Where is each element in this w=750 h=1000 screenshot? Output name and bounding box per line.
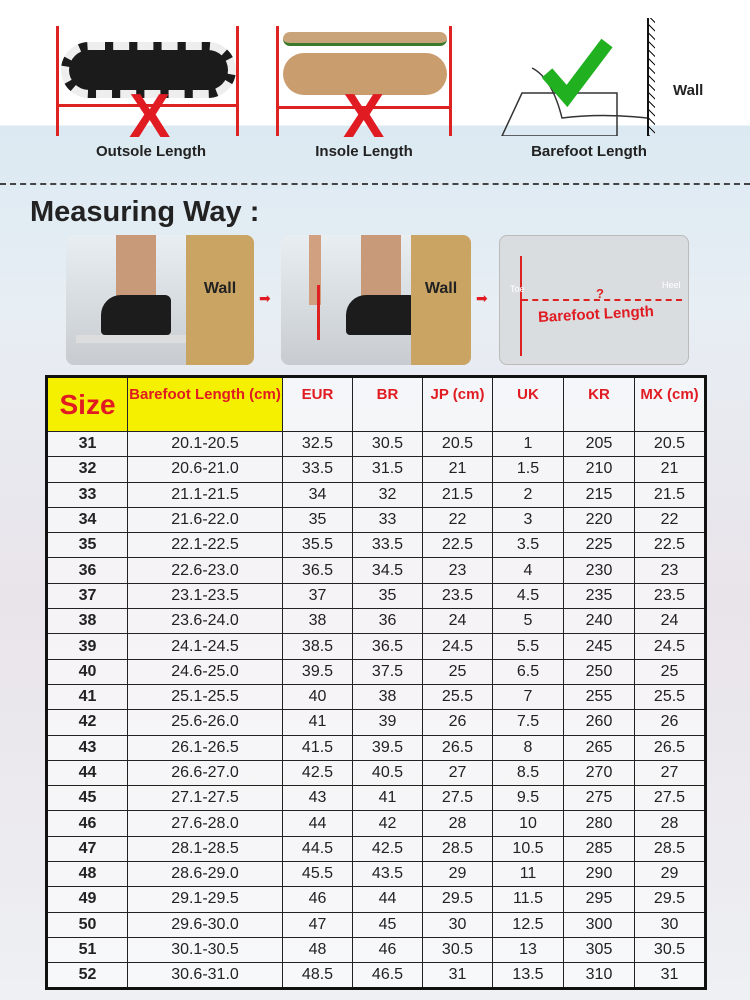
cell-barefoot-length: 29.6-30.0 — [128, 912, 283, 937]
cell-jp: 29.5 — [423, 887, 493, 912]
toe-label: Toe — [510, 284, 525, 294]
cell-br: 39 — [353, 710, 423, 735]
cell-kr: 235 — [564, 583, 635, 608]
wall-label: Wall — [673, 82, 704, 99]
cell-uk: 7.5 — [493, 710, 564, 735]
cell-kr: 245 — [564, 634, 635, 659]
cell-eur: 33.5 — [283, 457, 353, 482]
cell-barefoot-length: 26.1-26.5 — [128, 735, 283, 760]
cell-mx: 30.5 — [635, 937, 706, 962]
cell-size: 35 — [47, 533, 128, 558]
cell-eur: 41 — [283, 710, 353, 735]
cell-uk: 12.5 — [493, 912, 564, 937]
cell-eur: 40 — [283, 684, 353, 709]
header-eur: EUR — [283, 377, 353, 432]
cell-br: 34.5 — [353, 558, 423, 583]
cell-mx: 30 — [635, 912, 706, 937]
cell-br: 31.5 — [353, 457, 423, 482]
header-size: Size — [47, 377, 128, 432]
photo-step-1 — [66, 235, 254, 365]
table-row — [47, 887, 706, 912]
table-row — [47, 710, 706, 735]
table-row — [47, 457, 706, 482]
cell-mx: 27 — [635, 760, 706, 785]
header-kr: KR — [564, 377, 635, 432]
cell-jp: 30 — [423, 912, 493, 937]
cell-kr: 210 — [564, 457, 635, 482]
arrow-right-icon: ➡ — [259, 290, 271, 306]
cell-eur: 39.5 — [283, 659, 353, 684]
cell-size: 51 — [47, 937, 128, 962]
cell-jp: 20.5 — [423, 432, 493, 457]
cell-barefoot-length: 22.6-23.0 — [128, 558, 283, 583]
cell-kr: 240 — [564, 609, 635, 634]
table-row — [47, 760, 706, 785]
cell-uk: 3 — [493, 507, 564, 532]
cell-br: 30.5 — [353, 432, 423, 457]
cell-kr: 250 — [564, 659, 635, 684]
cell-mx: 31 — [635, 963, 706, 988]
cell-mx: 28.5 — [635, 836, 706, 861]
cell-uk: 9.5 — [493, 786, 564, 811]
cell-mx: 21.5 — [635, 482, 706, 507]
cell-barefoot-length: 21.6-22.0 — [128, 507, 283, 532]
cell-jp: 26.5 — [423, 735, 493, 760]
cell-br: 41 — [353, 786, 423, 811]
cell-br: 46.5 — [353, 963, 423, 988]
cell-jp: 29 — [423, 862, 493, 887]
photo-step-3 — [499, 235, 689, 365]
cell-eur: 36.5 — [283, 558, 353, 583]
insole-illustration — [276, 26, 452, 151]
cell-uk: 8.5 — [493, 760, 564, 785]
cell-br: 33 — [353, 507, 423, 532]
cell-size: 47 — [47, 836, 128, 861]
cell-jp: 25.5 — [423, 684, 493, 709]
cell-mx: 22 — [635, 507, 706, 532]
table-row — [47, 533, 706, 558]
cell-eur: 48.5 — [283, 963, 353, 988]
cell-eur: 44 — [283, 811, 353, 836]
cell-uk: 10 — [493, 811, 564, 836]
outsole-illustration — [56, 26, 239, 151]
cell-br: 33.5 — [353, 533, 423, 558]
cell-kr: 290 — [564, 862, 635, 887]
cell-size: 41 — [47, 684, 128, 709]
cell-jp: 23 — [423, 558, 493, 583]
table-row — [47, 862, 706, 887]
cell-br: 36.5 — [353, 634, 423, 659]
cell-jp: 23.5 — [423, 583, 493, 608]
cell-uk: 1 — [493, 432, 564, 457]
cell-mx: 27.5 — [635, 786, 706, 811]
cell-size: 34 — [47, 507, 128, 532]
cell-eur: 43 — [283, 786, 353, 811]
cell-size: 36 — [47, 558, 128, 583]
cell-kr: 300 — [564, 912, 635, 937]
cell-barefoot-length: 23.1-23.5 — [128, 583, 283, 608]
cell-kr: 230 — [564, 558, 635, 583]
measuring-title: Measuring Way : — [30, 196, 260, 228]
table-row — [47, 583, 706, 608]
cell-uk: 8 — [493, 735, 564, 760]
cell-eur: 44.5 — [283, 836, 353, 861]
cell-uk: 4.5 — [493, 583, 564, 608]
insole-label: Insole Length — [315, 143, 413, 160]
table-row — [47, 937, 706, 962]
cell-barefoot-length: 27.6-28.0 — [128, 811, 283, 836]
photo-step-2 — [281, 235, 471, 365]
cell-mx: 28 — [635, 811, 706, 836]
cell-br: 46 — [353, 937, 423, 962]
table-row — [47, 786, 706, 811]
cell-br: 38 — [353, 684, 423, 709]
cell-uk: 11 — [493, 862, 564, 887]
cell-br: 39.5 — [353, 735, 423, 760]
cell-eur: 32.5 — [283, 432, 353, 457]
cell-mx: 25.5 — [635, 684, 706, 709]
cell-barefoot-length: 25.6-26.0 — [128, 710, 283, 735]
arrow-right-icon: ➡ — [476, 290, 488, 306]
cell-size: 43 — [47, 735, 128, 760]
cell-barefoot-length: 24.6-25.0 — [128, 659, 283, 684]
barefoot-illustration — [492, 18, 652, 136]
cell-barefoot-length: 27.1-27.5 — [128, 786, 283, 811]
cell-jp: 31 — [423, 963, 493, 988]
table-row — [47, 836, 706, 861]
table-row — [47, 735, 706, 760]
cell-barefoot-length: 24.1-24.5 — [128, 634, 283, 659]
cell-uk: 4 — [493, 558, 564, 583]
cell-eur: 35 — [283, 507, 353, 532]
cell-barefoot-length: 25.1-25.5 — [128, 684, 283, 709]
table-row — [47, 912, 706, 937]
cell-eur: 42.5 — [283, 760, 353, 785]
cell-eur: 34 — [283, 482, 353, 507]
divider — [0, 183, 750, 185]
cell-eur: 38.5 — [283, 634, 353, 659]
table-row — [47, 684, 706, 709]
cell-size: 37 — [47, 583, 128, 608]
cell-uk: 10.5 — [493, 836, 564, 861]
cell-kr: 215 — [564, 482, 635, 507]
cell-mx: 22.5 — [635, 533, 706, 558]
cell-jp: 27.5 — [423, 786, 493, 811]
cell-uk: 2 — [493, 482, 564, 507]
cell-eur: 38 — [283, 609, 353, 634]
cell-eur: 37 — [283, 583, 353, 608]
cell-mx: 29.5 — [635, 887, 706, 912]
cell-barefoot-length: 20.1-20.5 — [128, 432, 283, 457]
cell-uk: 5 — [493, 609, 564, 634]
cell-jp: 30.5 — [423, 937, 493, 962]
cell-br: 42.5 — [353, 836, 423, 861]
cell-jp: 26 — [423, 710, 493, 735]
cell-br: 43.5 — [353, 862, 423, 887]
cell-kr: 220 — [564, 507, 635, 532]
cell-size: 42 — [47, 710, 128, 735]
cell-size: 32 — [47, 457, 128, 482]
cell-kr: 295 — [564, 887, 635, 912]
cell-br: 36 — [353, 609, 423, 634]
cell-uk: 5.5 — [493, 634, 564, 659]
cell-jp: 21.5 — [423, 482, 493, 507]
cell-mx: 21 — [635, 457, 706, 482]
cell-size: 48 — [47, 862, 128, 887]
cell-jp: 28.5 — [423, 836, 493, 861]
insole-side — [283, 32, 447, 46]
cell-barefoot-length: 28.1-28.5 — [128, 836, 283, 861]
cell-uk: 13 — [493, 937, 564, 962]
cell-kr: 225 — [564, 533, 635, 558]
cell-mx: 26.5 — [635, 735, 706, 760]
cell-barefoot-length: 30.1-30.5 — [128, 937, 283, 962]
cell-mx: 25 — [635, 659, 706, 684]
cell-size: 38 — [47, 609, 128, 634]
cell-br: 37.5 — [353, 659, 423, 684]
outsole-label: Outsole Length — [96, 143, 206, 160]
cell-jp: 24.5 — [423, 634, 493, 659]
cell-size: 52 — [47, 963, 128, 988]
table-row — [47, 609, 706, 634]
header-mx: MX (cm) — [635, 377, 706, 432]
x-mark-icon: X — [343, 82, 385, 151]
foot-drawing — [492, 18, 652, 136]
cell-barefoot-length: 30.6-31.0 — [128, 963, 283, 988]
heel-label: Heel — [662, 280, 681, 290]
cell-kr: 255 — [564, 684, 635, 709]
cell-size: 45 — [47, 786, 128, 811]
table-row — [47, 659, 706, 684]
cell-size: 31 — [47, 432, 128, 457]
table-row — [47, 634, 706, 659]
cell-size: 46 — [47, 811, 128, 836]
cell-br: 32 — [353, 482, 423, 507]
cell-jp: 25 — [423, 659, 493, 684]
cell-eur: 48 — [283, 937, 353, 962]
header-br: BR — [353, 377, 423, 432]
cell-eur: 47 — [283, 912, 353, 937]
cell-barefoot-length: 28.6-29.0 — [128, 862, 283, 887]
barefoot-length-label: Barefoot Length — [537, 302, 655, 327]
cell-barefoot-length: 26.6-27.0 — [128, 760, 283, 785]
cell-br: 45 — [353, 912, 423, 937]
cell-jp: 21 — [423, 457, 493, 482]
cell-mx: 23.5 — [635, 583, 706, 608]
cell-kr: 280 — [564, 811, 635, 836]
cell-mx: 24.5 — [635, 634, 706, 659]
cell-jp: 22.5 — [423, 533, 493, 558]
header-uk: UK — [493, 377, 564, 432]
cell-jp: 22 — [423, 507, 493, 532]
cell-mx: 26 — [635, 710, 706, 735]
cell-barefoot-length: 22.1-22.5 — [128, 533, 283, 558]
cell-size: 33 — [47, 482, 128, 507]
cell-kr: 310 — [564, 963, 635, 988]
cell-eur: 35.5 — [283, 533, 353, 558]
cell-uk: 11.5 — [493, 887, 564, 912]
cell-kr: 270 — [564, 760, 635, 785]
cell-uk: 13.5 — [493, 963, 564, 988]
cell-br: 35 — [353, 583, 423, 608]
table-header-row — [47, 377, 706, 432]
table-row — [47, 811, 706, 836]
header-jp: JP (cm) — [423, 377, 493, 432]
cell-kr: 275 — [564, 786, 635, 811]
cell-size: 50 — [47, 912, 128, 937]
cell-jp: 27 — [423, 760, 493, 785]
table-row — [47, 507, 706, 532]
cell-barefoot-length: 20.6-21.0 — [128, 457, 283, 482]
table-row — [47, 482, 706, 507]
cell-uk: 7 — [493, 684, 564, 709]
cell-size: 40 — [47, 659, 128, 684]
x-mark-icon: X — [129, 82, 171, 151]
wall-box: Wall — [186, 235, 254, 365]
cell-jp: 24 — [423, 609, 493, 634]
cell-mx: 20.5 — [635, 432, 706, 457]
cell-kr: 305 — [564, 937, 635, 962]
cell-mx: 29 — [635, 862, 706, 887]
cell-kr: 285 — [564, 836, 635, 861]
cell-kr: 205 — [564, 432, 635, 457]
cell-kr: 265 — [564, 735, 635, 760]
cell-uk: 1.5 — [493, 457, 564, 482]
table-row — [47, 963, 706, 988]
cell-size: 39 — [47, 634, 128, 659]
cell-uk: 3.5 — [493, 533, 564, 558]
wall-line — [647, 18, 655, 136]
cell-br: 44 — [353, 887, 423, 912]
check-icon — [547, 43, 607, 96]
cell-eur: 45.5 — [283, 862, 353, 887]
wall-box: Wall — [411, 235, 471, 365]
cell-mx: 24 — [635, 609, 706, 634]
cell-eur: 46 — [283, 887, 353, 912]
cell-mx: 23 — [635, 558, 706, 583]
table-row — [47, 558, 706, 583]
cell-br: 42 — [353, 811, 423, 836]
size-chart-table — [45, 375, 707, 990]
cell-uk: 6.5 — [493, 659, 564, 684]
cell-size: 44 — [47, 760, 128, 785]
cell-eur: 41.5 — [283, 735, 353, 760]
table-row — [47, 432, 706, 457]
header-barefoot-length: Barefoot Length (cm) — [128, 377, 283, 432]
cell-br: 40.5 — [353, 760, 423, 785]
cell-barefoot-length: 23.6-24.0 — [128, 609, 283, 634]
cell-barefoot-length: 21.1-21.5 — [128, 482, 283, 507]
cell-size: 49 — [47, 887, 128, 912]
cell-kr: 260 — [564, 710, 635, 735]
barefoot-label: Barefoot Length — [531, 143, 647, 160]
cell-barefoot-length: 29.1-29.5 — [128, 887, 283, 912]
cell-jp: 28 — [423, 811, 493, 836]
question-mark: ? — [596, 286, 604, 301]
